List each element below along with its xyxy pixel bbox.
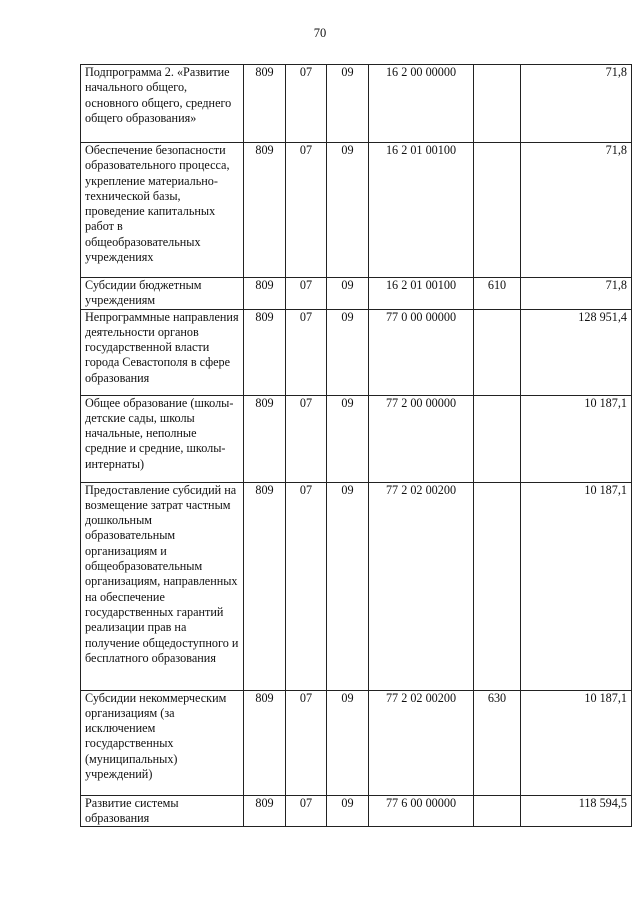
table-row	[81, 482, 632, 690]
target-article-code: 77 2 02 00200	[369, 690, 474, 795]
row-name: Субсидии бюджетным учреждениям	[81, 278, 244, 310]
budget-table	[80, 64, 632, 827]
target-article-code: 16 2 00 00000	[369, 65, 474, 143]
row-name: Субсидии некоммерческим организациям (за исключением государственных (муниципальных) учреждений)	[81, 690, 244, 795]
ministry-code: 809	[244, 395, 286, 482]
section-code: 07	[286, 482, 327, 690]
subsection-code: 09	[327, 395, 369, 482]
section-code: 07	[286, 278, 327, 310]
subsection-code: 09	[327, 278, 369, 310]
subsection-code: 09	[327, 795, 369, 827]
expense-type-code	[474, 482, 521, 690]
table-row	[81, 65, 632, 143]
amount: 10 187,1	[521, 482, 632, 690]
row-name: Подпрограмма 2. «Развитие начального общего, основного общего, среднего общего образования»	[81, 65, 244, 143]
subsection-code: 09	[327, 143, 369, 278]
expense-type-code	[474, 143, 521, 278]
target-article-code: 77 2 00 00000	[369, 395, 474, 482]
ministry-code: 809	[244, 143, 286, 278]
ministry-code: 809	[244, 482, 286, 690]
target-article-code: 77 2 02 00200	[369, 482, 474, 690]
row-name: Непрограммные направления деятельности органов государственной власти города Севастополя в сфере образования	[81, 309, 244, 395]
table-row	[81, 309, 632, 395]
ministry-code: 809	[244, 309, 286, 395]
subsection-code: 09	[327, 65, 369, 143]
table-row	[81, 143, 632, 278]
ministry-code: 809	[244, 795, 286, 827]
expense-type-code: 610	[474, 278, 521, 310]
table-row	[81, 795, 632, 827]
section-code: 07	[286, 690, 327, 795]
table-row	[81, 395, 632, 482]
amount: 118 594,5	[521, 795, 632, 827]
target-article-code: 77 6 00 00000	[369, 795, 474, 827]
row-name: Общее образование (школы-детские сады, школы начальные, неполные средние и средние, школы-интернаты)	[81, 395, 244, 482]
subsection-code: 09	[327, 690, 369, 795]
amount: 10 187,1	[521, 690, 632, 795]
section-code: 07	[286, 395, 327, 482]
expense-type-code: 630	[474, 690, 521, 795]
ministry-code: 809	[244, 278, 286, 310]
row-name: Предоставление субсидий на возмещение затрат частным дошкольным образовательным организациям и общеобразовательным организациям, направленных на обеспечение государственных гарантий реализации прав на получение общедоступного и бесплатного образования	[81, 482, 244, 690]
expense-type-code	[474, 65, 521, 143]
target-article-code: 16 2 01 00100	[369, 278, 474, 310]
table-row	[81, 690, 632, 795]
target-article-code: 77 0 00 00000	[369, 309, 474, 395]
expense-type-code	[474, 795, 521, 827]
section-code: 07	[286, 795, 327, 827]
expense-type-code	[474, 309, 521, 395]
table-row	[81, 278, 632, 310]
row-name: Развитие системы образования	[81, 795, 244, 827]
page-number: 70	[313, 26, 327, 40]
target-article-code: 16 2 01 00100	[369, 143, 474, 278]
ministry-code: 809	[244, 65, 286, 143]
section-code: 07	[286, 309, 327, 395]
amount: 71,8	[521, 143, 632, 278]
subsection-code: 09	[327, 482, 369, 690]
amount: 10 187,1	[521, 395, 632, 482]
amount: 71,8	[521, 278, 632, 310]
section-code: 07	[286, 143, 327, 278]
amount: 71,8	[521, 65, 632, 143]
row-name: Обеспечение безопасности образовательного процесса, укрепление материально-технической базы, проведение капитальных работ в общеобразовательных учреждениях	[81, 143, 244, 278]
expense-type-code	[474, 395, 521, 482]
section-code: 07	[286, 65, 327, 143]
subsection-code: 09	[327, 309, 369, 395]
amount: 128 951,4	[521, 309, 632, 395]
ministry-code: 809	[244, 690, 286, 795]
